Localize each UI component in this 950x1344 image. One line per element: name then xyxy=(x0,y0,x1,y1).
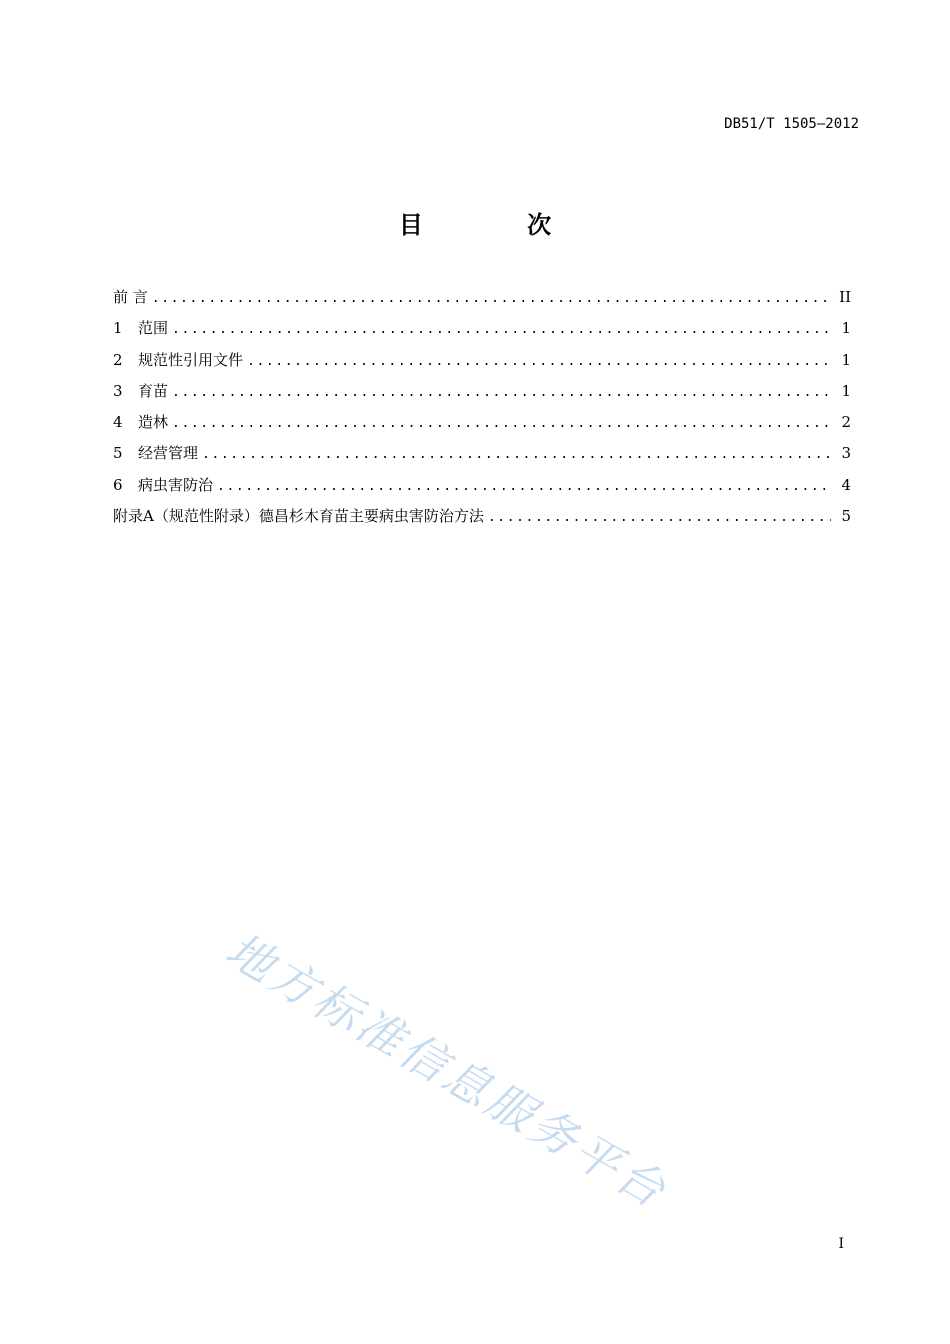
toc-entry-number: 3 xyxy=(113,381,123,400)
toc-entry-seedling[interactable] xyxy=(113,380,851,411)
toc-entry-label: 造林 xyxy=(138,413,169,432)
toc-entry-page: 2 xyxy=(841,413,851,432)
toc-leader-dots xyxy=(172,319,831,341)
toc-leader-dots xyxy=(217,476,831,498)
toc-entry-appendix-a[interactable] xyxy=(113,505,851,536)
toc-entry-number: 2 xyxy=(113,350,123,369)
toc-entry-number: 4 xyxy=(113,413,123,432)
toc-entry-label: 规范性引用文件 xyxy=(138,350,244,369)
toc-entry-page: 4 xyxy=(841,475,851,494)
toc-entry-scope[interactable] xyxy=(113,317,851,348)
toc-leader-dots xyxy=(488,507,831,529)
standard-code: DB51/T 1505—2012 xyxy=(724,116,859,132)
toc-entry-normative-references[interactable] xyxy=(113,349,851,380)
toc-entry-label: 育苗 xyxy=(138,381,169,400)
toc-entry-page: 1 xyxy=(841,381,851,400)
toc-leader-dots xyxy=(247,351,831,373)
toc-leader-dots xyxy=(172,413,831,435)
toc-leader-dots xyxy=(172,382,831,404)
toc-entry-page: 1 xyxy=(841,319,851,338)
table-of-contents xyxy=(113,286,851,536)
toc-entry-preface[interactable] xyxy=(113,286,851,317)
toc-entry-label: 经营管理 xyxy=(138,444,199,463)
toc-entry-number: 6 xyxy=(113,475,123,494)
toc-title: 目 次 xyxy=(398,211,600,239)
toc-entry-pest-control[interactable] xyxy=(113,474,851,505)
toc-entry-page: II xyxy=(839,288,851,306)
toc-entry-label: 前 言 xyxy=(113,288,148,306)
toc-leader-dots xyxy=(152,288,831,310)
toc-entry-label: 附录A（规范性附录）德昌杉木育苗主要病虫害防治方法 xyxy=(113,507,484,526)
toc-entry-label: 病虫害防治 xyxy=(138,475,214,494)
toc-entry-page: 5 xyxy=(841,507,851,526)
footer-page-number: I xyxy=(838,1236,844,1252)
toc-entry-number: 1 xyxy=(113,319,123,338)
toc-entry-management[interactable] xyxy=(113,442,851,473)
toc-leader-dots xyxy=(202,444,831,466)
toc-entry-number: 5 xyxy=(113,444,123,463)
toc-entry-page: 1 xyxy=(841,350,851,369)
toc-entry-afforestation[interactable] xyxy=(113,411,851,442)
watermark-text: 地方标准信息服务平台 xyxy=(217,922,678,1219)
toc-entry-page: 3 xyxy=(841,444,851,463)
toc-entry-label: 范围 xyxy=(138,319,169,338)
